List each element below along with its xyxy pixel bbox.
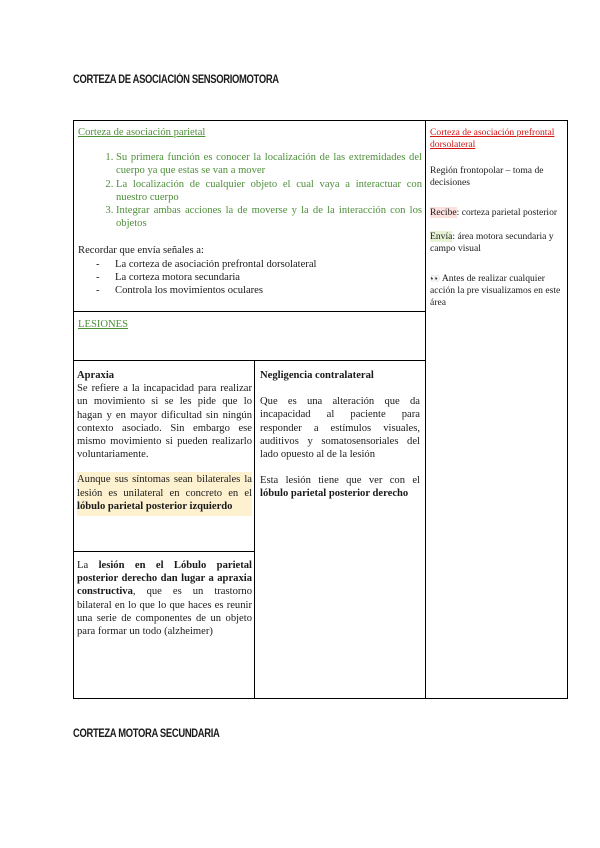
negligencia-title: Negligencia contralateral	[260, 370, 374, 381]
negligencia-text-2	[260, 474, 420, 500]
apraxia-highlight-text: Aunque sus síntomas sean bilaterales la lesión es unilateral en concreto en el	[77, 474, 252, 499]
parietal-title: Corteza de asociación parietal	[78, 127, 206, 138]
recibe-label: Recibe	[430, 207, 457, 218]
side-note	[430, 273, 566, 309]
function-item: 3. Integrar ambas acciones la de moverse y la de la interacción con los objetos	[116, 204, 422, 230]
side-envia	[430, 231, 566, 255]
apraxia-constructiva-cell	[77, 559, 252, 638]
constructiva-bold: lesión en el Lóbulo parietal posterior derecho dan lugar a apraxia constructiva	[77, 560, 252, 598]
negligencia-cell	[260, 369, 420, 501]
notes-table	[73, 120, 568, 699]
functions-list	[78, 151, 422, 230]
parietal-association-cell	[78, 126, 422, 297]
lesiones-title: LESIONES	[78, 319, 129, 330]
side-recibe	[430, 207, 566, 219]
note-line-1: Antes de realizar cualquier	[439, 273, 545, 284]
sends-to-item: - La corteza de asociación prefrontal dorsolateral	[96, 258, 422, 271]
negligencia-text: Que es una alteración que da incapacidad al paciente para responder a estímulos visuales, auditivos y somatosensoriales del lado opuesto al de la lesión	[260, 396, 420, 461]
row-divider-lesions-grid	[74, 360, 425, 361]
sends-to-item: - Controla los movimientos oculares	[96, 284, 422, 297]
column-divider	[425, 121, 426, 698]
lesion-column-divider	[254, 360, 255, 698]
sends-to-item: - La corteza motora secundaria	[96, 271, 422, 284]
apraxia-title: Apraxia	[77, 370, 115, 381]
envia-text: : área motora secundaria y campo visual	[430, 231, 554, 254]
envia-label: Envía	[430, 231, 453, 242]
sends-to-list	[78, 258, 422, 298]
side-region: Región frontopolar – toma de decisiones	[430, 165, 544, 188]
constructiva-post: , que es un trastorno bilateral en lo que lo que haces es reunir una serie de componentes de un objeto para formar un todo (alzheimer)	[77, 586, 252, 638]
recibe-text: : corteza parietal posterior	[456, 207, 558, 218]
note-line-2: acción la pre visualizamos en este área	[430, 285, 561, 308]
section-heading-motora-secundaria: CORTEZA MOTORA SECUNDARIA	[73, 728, 220, 740]
negligencia-text-2-bold: lóbulo parietal posterior derecho	[260, 488, 409, 500]
function-item: 1. Su primera función es conocer la localización de las extremidades del cuerpo ya que estas se van a mover	[116, 151, 422, 177]
remember-label: Recordar que envía señales a:	[78, 245, 204, 257]
eyes-icon: 👀	[430, 274, 440, 283]
row-divider-lesiones	[74, 311, 425, 312]
side-title: Corteza de asociación prefrontal dorsolateral	[430, 127, 555, 150]
section-heading-sensoriomotora: CORTEZA DE ASOCIACIÓN SENSORIOMOTORA	[73, 74, 279, 86]
negligencia-text-2-pre: Esta lesión tiene que ver con el	[260, 475, 420, 487]
constructiva-pre: La	[77, 560, 99, 571]
apraxia-highlight-bold: lóbulo parietal posterior izquierdo	[77, 500, 233, 512]
apraxia-highlight	[77, 472, 252, 516]
prefrontal-side-cell	[430, 127, 566, 319]
function-item: 2. La localización de cualquier objeto el cual vaya a interactuar con nuestro cuerpo	[116, 178, 422, 204]
apraxia-text: Se refiere a la incapacidad para realizar un movimiento si se les pide que lo hagan y en mayor dificultad sin ningún contexto asociado. Sin embargo ese mismo movimiento si pueden realizarlo voluntariamente.	[77, 383, 252, 461]
apraxia-row-divider	[74, 551, 255, 552]
apraxia-cell	[77, 369, 252, 516]
